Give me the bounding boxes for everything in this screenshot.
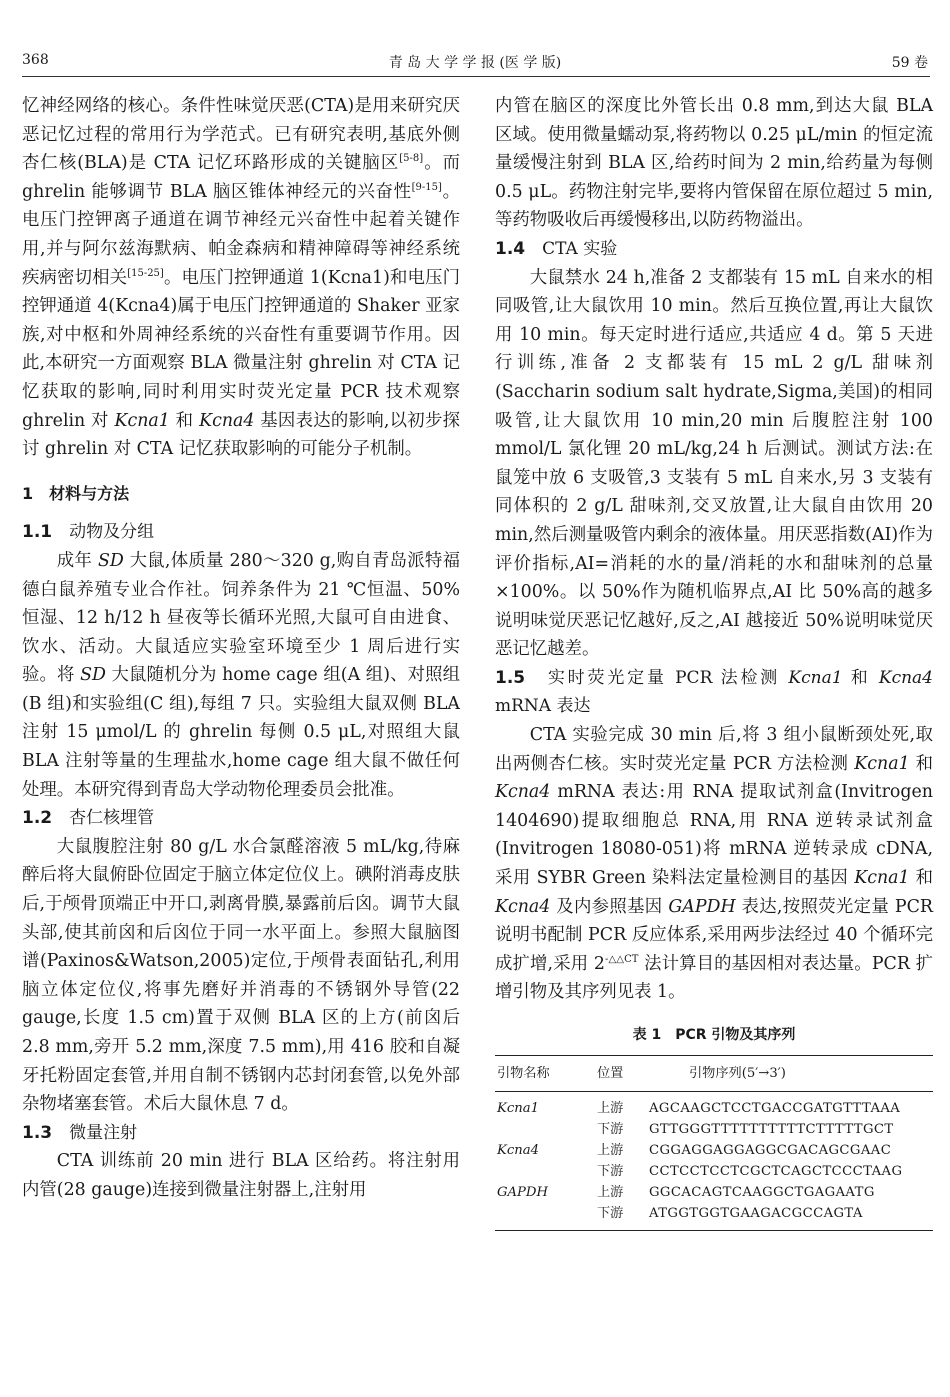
column-header: 位置 bbox=[597, 1056, 649, 1092]
table-row bbox=[495, 1092, 933, 1120]
primer-sequence: ATGGTGGTGAAGACGCCAGTA bbox=[649, 1203, 933, 1231]
volume-label: 59 卷 bbox=[891, 55, 928, 71]
header-rule bbox=[22, 76, 930, 77]
gene-name: Kcna1 bbox=[497, 1101, 539, 1116]
subsection-heading-1-2: 1.2 杏仁核埋管 bbox=[22, 808, 155, 829]
subsection-heading-1-1: 1.1 动物及分组 bbox=[22, 522, 155, 543]
primer-position: 下游 bbox=[597, 1122, 624, 1137]
citation: [5-8] bbox=[399, 153, 424, 165]
table-row bbox=[495, 1119, 933, 1140]
page-number: 368 bbox=[22, 52, 49, 68]
primer-sequence: AGCAAGCTCCTGACCGATGTTTAAA bbox=[649, 1101, 901, 1116]
primer-sequence: GTTGGGTTTTTTTTTTCTTTTTGCT bbox=[649, 1122, 894, 1137]
primer-sequence: CGGAGGAGGAGGCGACAGCGAAC bbox=[649, 1143, 892, 1158]
table-row bbox=[495, 1140, 933, 1161]
animals-paragraph: 成年 SD 大鼠,体质量 280～320 g,购自青岛派特福德白鼠养殖专业合作社。饲养条件为 21 ℃恒温、50%恒湿、12 h/12 h 昼夜等长循环光照,大鼠可自由进食、饮水、活动。大鼠适应实验室环境至少 1 周后进行实验。将 SD 大鼠随机分为 home cage 组(A 组)、对照组(B 组)和实验组(C 组),每组 7 只。实验组大鼠双侧 BLA 注射 15 μmol/L 的 ghrelin 每侧 0.5 μL,对照组大鼠 BLA 注射等量的生理盐水,home cage 组大鼠不做任何处理。本研究得到青岛大学动物伦理委员会批准。 bbox=[22, 550, 460, 800]
subsection-heading-1-5: 1.5 实时荧光定量 PCR 法检测 Kcna1 和 Kcna4 mRNA 表达 bbox=[495, 667, 933, 717]
gene-name: GAPDH bbox=[497, 1185, 549, 1200]
table-row bbox=[495, 1203, 933, 1231]
section-heading-methods: 1 材料与方法 bbox=[22, 483, 130, 503]
journal-title: 青 岛 大 学 学 报 (医 学 版) bbox=[388, 55, 562, 71]
column-header: 引物序列(5′→3′) bbox=[649, 1056, 933, 1092]
primer-position: 下游 bbox=[597, 1164, 624, 1179]
table-row bbox=[495, 1161, 933, 1182]
primer-position: 上游 bbox=[597, 1143, 624, 1158]
intro-paragraph: 忆神经网络的核心。条件性味觉厌恶(CTA)是用来研究厌恶记忆过程的常用行为学范式。已有研究表明,基底外侧杏仁核(BLA)是 CTA 记忆环路形成的关键脑区[5-8]。而 ghrelin 能够调节 BLA 脑区锥体神经元的兴奋性[9-15]。电压门控钾离子通道在调节神经元兴奋性中起着关键作用,并与阿尔兹海默病、帕金森病和精神障碍等神经系统疾病密切相关[15-25]。电压门控钾通道 1(Kcna1)和电压门控钾通道 4(Kcna4)属于电压门控钾通道的 Shaker 亚家族,对中枢和外周神经系统的兴奋性有重要调节作用。因此,本研究一方面观察 BLA 微量注射 ghrelin 对 CTA 记忆获取的影响,同时利用实时荧光定量 PCR 技术观察 ghrelin 对 Kcna1 和 Kcna4 基因表达的影响,以初步探讨 ghrelin 对 CTA 记忆获取影响的可能分子机制。 bbox=[22, 96, 460, 460]
primer-sequence: CCTCCTCCTCGCTCAGCTCCCTAAG bbox=[649, 1164, 903, 1179]
gene-name: Kcna4 bbox=[497, 1143, 539, 1158]
subsection-heading-1-3: 1.3 微量注射 bbox=[22, 1122, 138, 1143]
primer-position: 上游 bbox=[597, 1101, 624, 1116]
column-header: 引物名称 bbox=[495, 1056, 597, 1092]
primer-table bbox=[495, 1055, 933, 1231]
pcr-paragraph: CTA 实验完成 30 min 后,将 3 组小鼠断颈处死,取出两侧杏仁核。实时荧光定量 PCR 方法检测 Kcna1 和 Kcna4 mRNA 表达:用 RNA 提取试剂盒(Invitrogen 1404690)提取细胞总 RNA,用 RNA 逆转录试剂盒(Invitrogen 18080-051)将 mRNA 逆转录成 cDNA,采用 SYBR Green 染料法定量检测目的基因 Kcna1 和 Kcna4 及内参照基因 GAPDH 表达,按照荧光定量 PCR 说明书配制 PCR 反应体系,采用两步法经过 40 个循环完成扩增,采用 $2^{-\triangle\triangle CT}$ 法计算目的基因相对表达量。PCR 扩增引物及其序列见表 1。 bbox=[495, 725, 934, 1003]
cta-paragraph: 大鼠禁水 24 h,准备 2 支都装有 15 mL 自来水的相同吸管,让大鼠饮用 10 min。然后互换位置,再让大鼠饮用 10 min。每天定时进行适应,共适应 4 d。第 5 天进行训练,准备 2 支都装有 15 mL 2 g/L 甜味剂(Saccharin sodium salt hydrate,Sigma,美国)的相同吸管,让大鼠饮用 10 min,20 min 后腹腔注射 100 mmol/L 氯化锂 20 mL/kg,24 h 后测试。测试方法:在鼠笼中放 6 支吸管,3 支装有 5 mL 自来水,另 3 支装有同体积的 2 g/L 甜味剂,交叉放置,让大鼠自由饮用 20 min,然后测量吸管内剩余的液体量。用厌恶指数(AI)作为评价指标,AI=消耗的水的量/消耗的水和甜味剂的总量×100%。以 50%作为随机临界点,AI 比 50%高的越多说明味觉厌恶记忆越好,反之,AI 越接近 50%说明味觉厌恶记忆越差。 bbox=[495, 267, 933, 660]
right-column bbox=[495, 92, 933, 1231]
cannula-paragraph: 大鼠腹腔注射 80 g/L 水合氯醛溶液 5 mL/kg,待麻醉后将大鼠俯卧位固定于脑立体定位仪上。碘附消毒皮肤后,于颅骨顶端正中开口,剥离骨膜,暴露前后囟。调节大鼠头部,使其前囟和后囟位于同一水平面上。参照大鼠脑图谱(Paxinos&Watson,2005)定位,于颅骨表面钻孔,利用脑立体定位仪,将事先磨好并消毒的不锈钢外导管(22 gauge,长度 1.5 cm)置于双侧 BLA 区的上方(前囟后 2.8 mm,旁开 5.2 mm,深度 7.5 mm),用 416 胶和自凝牙托粉固定套管,并用自制不锈钢内芯封闭套管,以免外部杂物堵塞套管。术后大鼠休息 7 d。 bbox=[22, 836, 460, 1115]
left-column bbox=[22, 92, 460, 1205]
table-caption: 表 1 PCR 引物及其序列 bbox=[632, 1027, 796, 1043]
table-row bbox=[495, 1182, 933, 1203]
primer-position: 下游 bbox=[597, 1203, 649, 1231]
primer-position: 上游 bbox=[597, 1185, 624, 1200]
table-header-row bbox=[495, 1056, 933, 1092]
primer-sequence: GGCACAGTCAAGGCTGAGAATG bbox=[649, 1185, 875, 1200]
injection-paragraph: CTA 训练前 20 min 进行 BLA 区给药。将注射用内管(28 gauge)连接到微量注射器上,注射用 bbox=[22, 1151, 460, 1200]
citation: [15-25] bbox=[127, 267, 164, 279]
subsection-heading-1-4: 1.4 CTA 实验 bbox=[495, 238, 618, 259]
citation: [9-15] bbox=[411, 181, 442, 193]
injection-paragraph-cont: 内管在脑区的深度比外管长出 0.8 mm,到达大鼠 BLA 区域。使用微量蠕动泵,将药物以 0.25 μL/min 的恒定流量缓慢注射到 BLA 区,给药时间为 2 min,给药量为每侧 0.5 μL。药物注射完毕,要将内管保留在原位超过 5 min,等药物吸收后再缓慢移出,以防药物溢出。 bbox=[495, 96, 933, 231]
